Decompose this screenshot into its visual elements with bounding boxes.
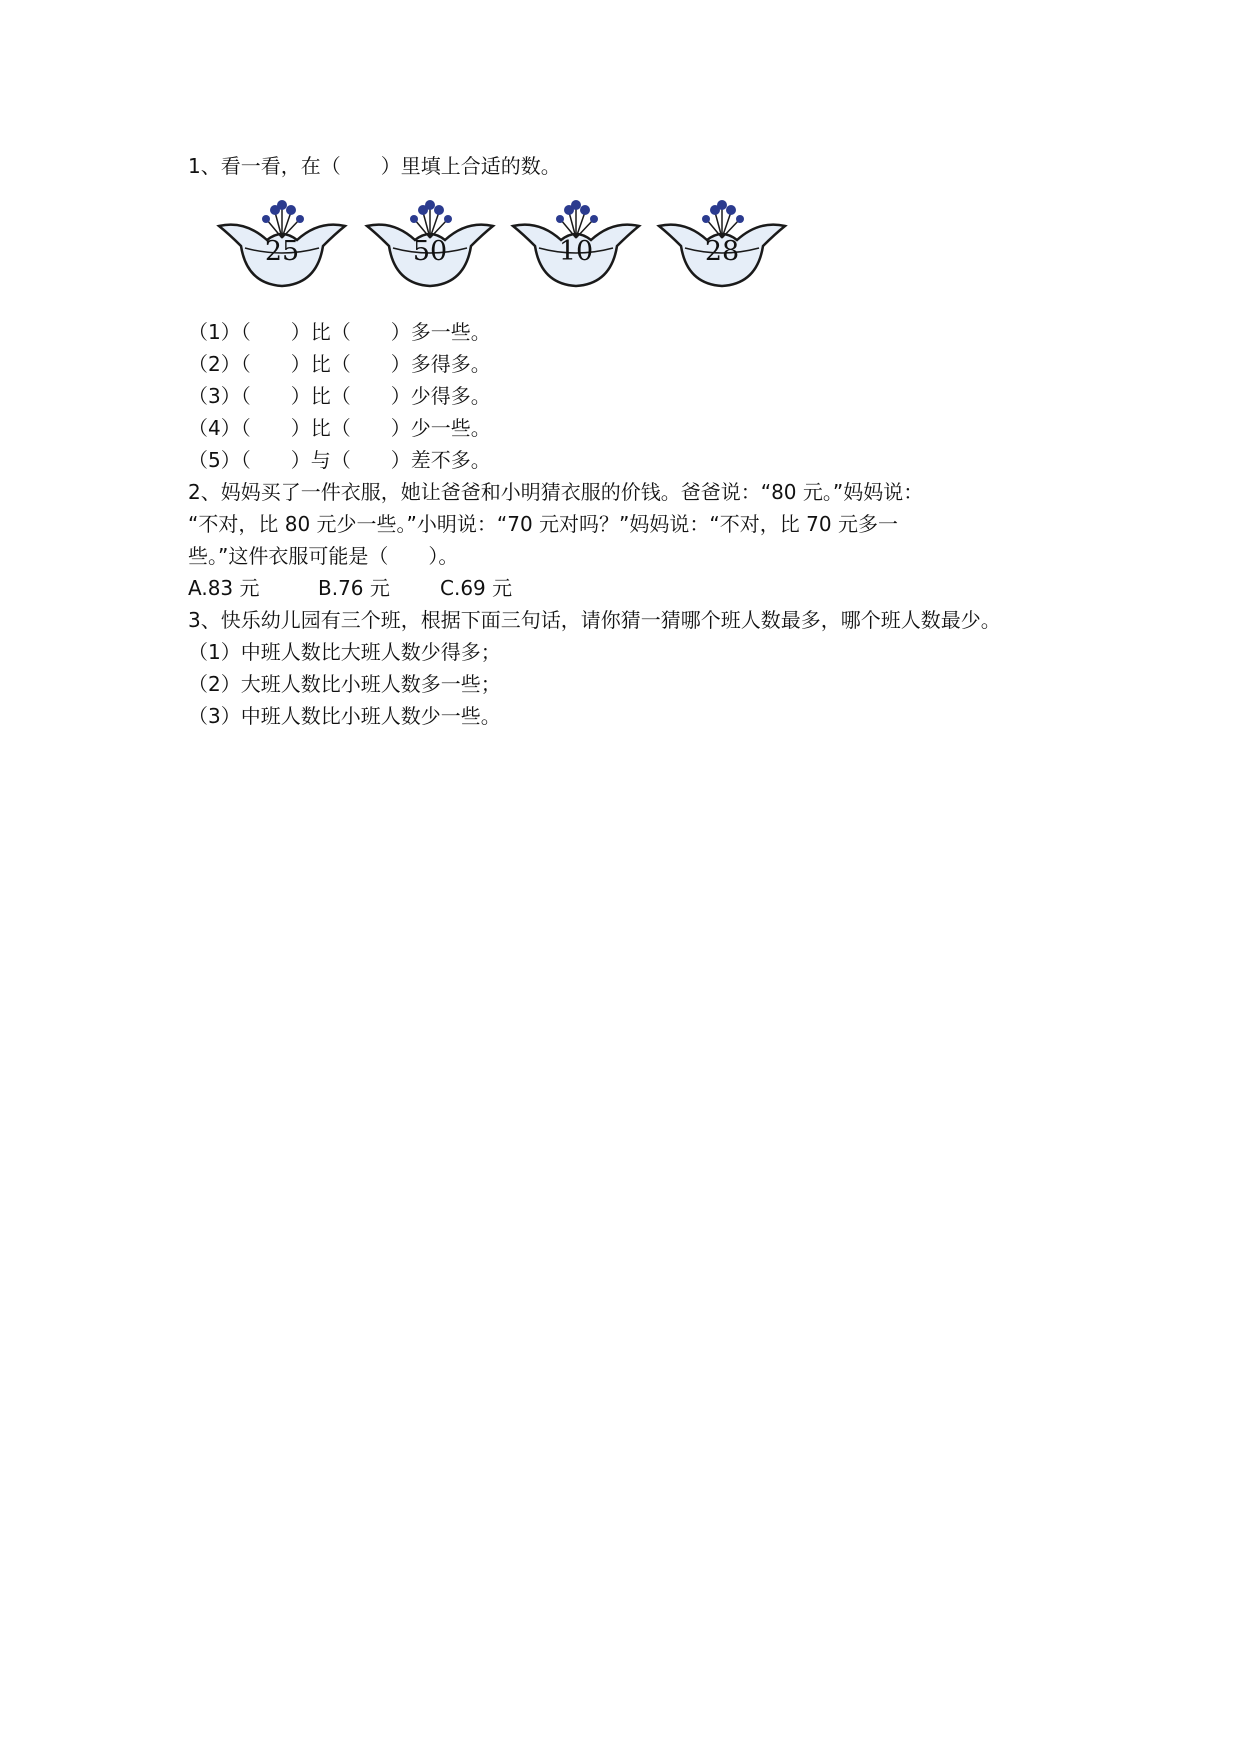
q2-line-3: 些。”这件衣服可能是（ ）。 xyxy=(188,544,459,568)
q1-item-1: （1）（ ）比（ ）多一些。 xyxy=(188,320,491,344)
q3-item-2: （2）大班人数比小班人数多一些； xyxy=(188,672,501,696)
q3-title: 3、快乐幼儿园有三个班，根据下面三句话，请你猜一猜哪个班人数最多，哪个班人数最少。 xyxy=(188,608,1001,632)
q3-item-3: （3）中班人数比小班人数少一些。 xyxy=(188,704,501,728)
flower-card-4 xyxy=(655,198,789,290)
flower-card-2 xyxy=(363,198,497,290)
q2-option-c: C.69 元 xyxy=(440,576,513,600)
q1-title: 1、看一看，在（ ）里填上合适的数。 xyxy=(188,154,561,178)
flower-number: 28 xyxy=(704,236,740,267)
q1-item-3: （3）（ ）比（ ）少得多。 xyxy=(188,384,491,408)
flower-card-1 xyxy=(215,198,349,290)
flower-row xyxy=(215,198,795,290)
q3-item-1: （1）中班人数比大班人数少得多； xyxy=(188,640,501,664)
flower-number: 50 xyxy=(412,236,448,267)
q2-option-a: A.83 元 xyxy=(188,576,260,600)
q2-line-2: “不对，比 80 元少一些。”小明说：“70 元对吗？”妈妈说：“不对，比 70 元多一 xyxy=(188,512,898,536)
q1-item-4: （4）（ ）比（ ）少一些。 xyxy=(188,416,491,440)
flower-card-3 xyxy=(509,198,643,290)
flower-number: 10 xyxy=(558,236,594,267)
q1-item-5: （5）（ ）与（ ）差不多。 xyxy=(188,448,491,472)
q2-line-1: 2、妈妈买了一件衣服，她让爸爸和小明猜衣服的价钱。爸爸说：“80 元。”妈妈说： xyxy=(188,480,924,504)
q1-item-2: （2）（ ）比（ ）多得多。 xyxy=(188,352,491,376)
flower-number: 25 xyxy=(264,236,300,267)
q2-option-b: B.76 元 xyxy=(318,576,390,600)
